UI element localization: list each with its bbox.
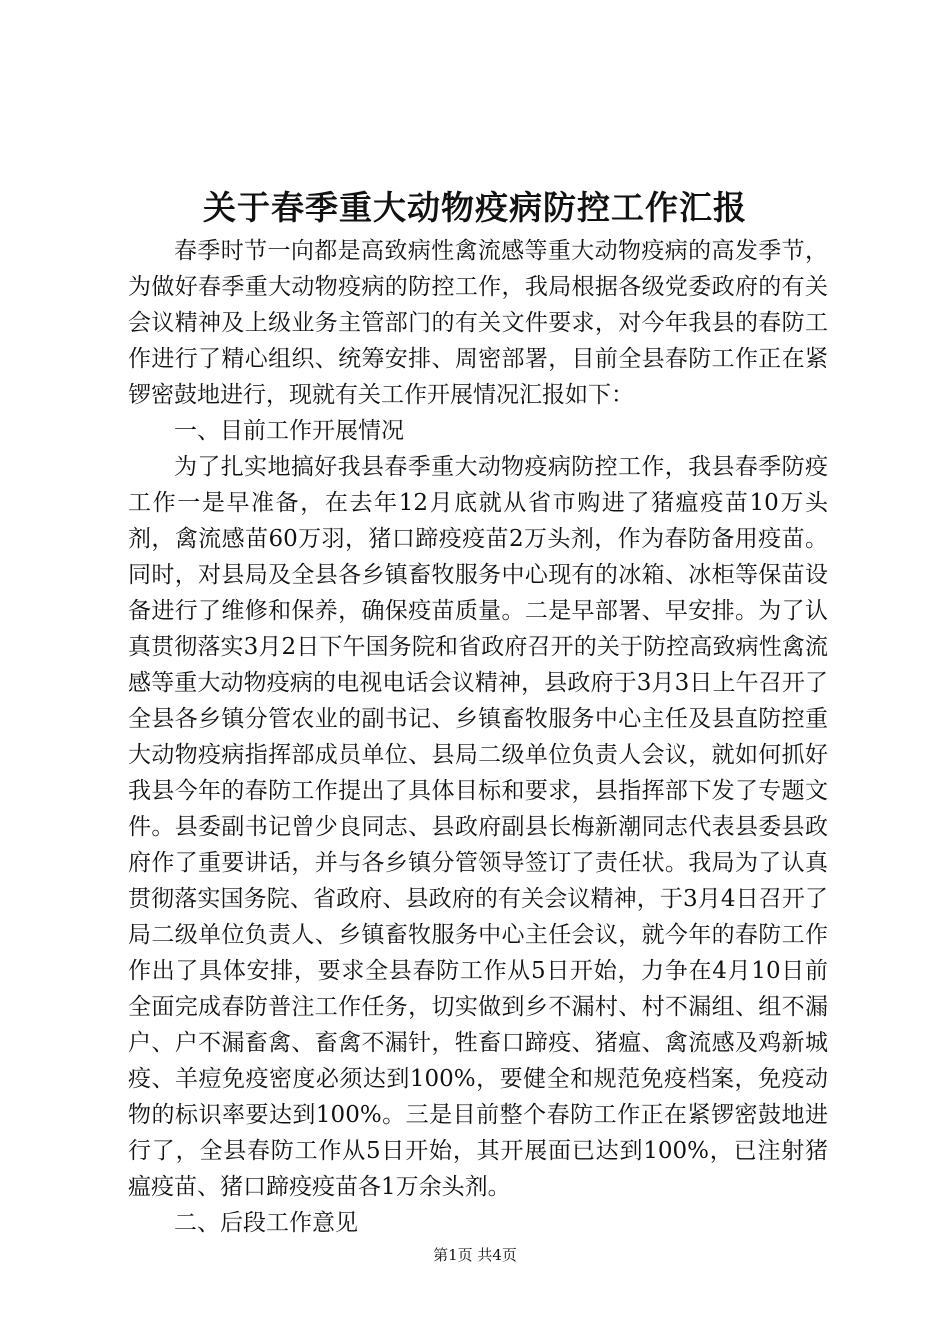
section-heading-next-steps: 二、后段工作意见 [174,1210,358,1236]
section-heading-current-work: 一、目前工作开展情况 [174,418,404,444]
current-work-paragraph: 为了扎实地搞好我县春季重大动物疫病防控工作，我县春季防疫工作一是早准备，在去年12月底就从省市购进了猪瘟疫苗10万头剂，禽流感苗60万羽，猪口蹄疫疫苗2万头剂，作为春防备用疫苗。同时，对县局及全县各乡镇畜牧服务中心现有的冰箱、冰柜等保苗设备进行了维修和保养，确保疫苗质量。二是早部署、早安排。为了认真贯彻落实3月2日下午国务院和省政府召开的关于防控高致病性禽流感等重大动物疫病的电视电话会议精神，县政府于3月3日上午召开了全县各乡镇分管农业的副书记、乡镇畜牧服务中心主任及县直防控重大动物疫病指挥部成员单位、县局二级单位负责人会议，就如何抓好我县今年的春防工作提出了具体目标和要求，县指挥部下发了专题文件。县委副书记曾少良同志、县政府副县长梅新潮同志代表县委县政府作了重要讲话，并与各乡镇分管领导签订了责任状。我局为了认真贯彻落实国务院、省政府、县政府的有关会议精神，于3月4日召开了局二级单位负责人、乡镇畜牧服务中心主任会议，就今年的春防工作作出了具体安排，要求全县春防工作从5日开始，力争在4月10日前全面完成春防普注工作任务，切实做到乡不漏村、村不漏组、组不漏户、户不漏畜禽、畜禽不漏针，牲畜口蹄疫、猪瘟、禽流感及鸡新城疫、羊痘免疫密度必须达到100%，要健全和规范免疫档案，免疫动物的标识率要达到100%。三是目前整个春防工作正在紧锣密鼓地进行了，全县春防工作从5日开始，其开展面已达到100%，已注射猪瘟疫苗、猪口蹄疫疫苗各1万余头剂。 [128,454,828,1200]
document-body [128,233,828,1241]
intro-paragraph: 春季时节一向都是高致病性禽流感等重大动物疫病的高发季节，为做好春季重大动物疫病的防控工作，我局根据各级党委政府的有关会议精神及上级业务主管部门的有关文件要求，对今年我县的春防工作进行了精心组织、统筹安排、周密部署，目前全县春防工作正在紧锣密鼓地进行，现就有关工作开展情况汇报如下： [128,238,828,408]
document-title: 关于春季重大动物疫病防控工作汇报 [203,188,747,227]
page-number-footer: 第1页 共4页 [433,1246,517,1264]
